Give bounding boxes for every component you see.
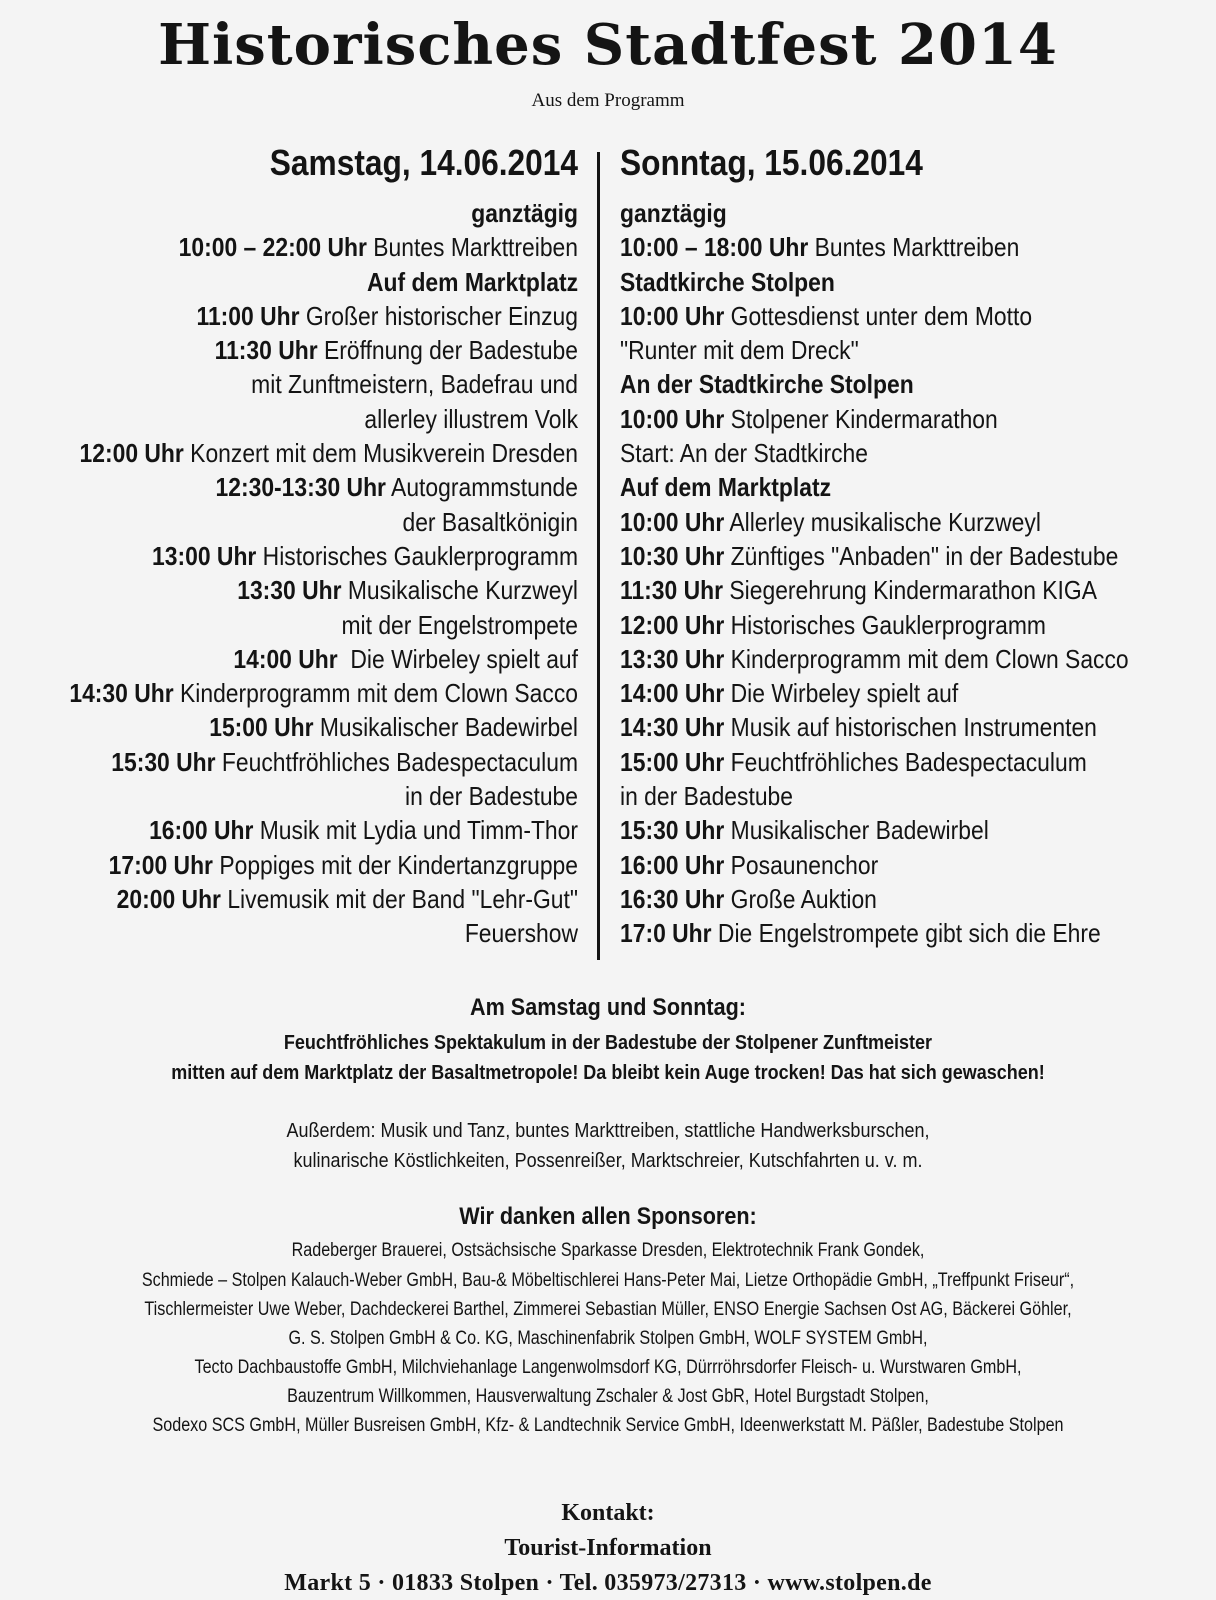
program-time: 10:00 – 22:00 Uhr <box>178 232 367 263</box>
sponsor-line: Tischlermeister Uwe Weber, Dachdeckerei Barthel, Zimmerei Sebastian Müller, ENSO Energie Sachsen Ost AG, Bäckerei Göhler, <box>144 1299 1072 1320</box>
program-row <box>69 333 578 367</box>
saturday-column <box>0 138 578 951</box>
program-text: Start: An der Stadtkirche <box>620 438 868 469</box>
program-time: 10:00 Uhr <box>620 403 725 434</box>
program-time: 12:30-13:30 Uhr <box>215 472 386 503</box>
program-row <box>620 710 1129 744</box>
program-text: der Basaltkönigin <box>402 506 578 537</box>
program-text: Posaunenchor <box>730 849 879 880</box>
page-title: Historisches Stadtfest 2014 <box>158 12 1058 78</box>
program-time: 15:00 Uhr <box>209 712 314 743</box>
program-row <box>620 745 1129 779</box>
program-text: Autogrammstunde <box>391 472 578 503</box>
program-time: 14:30 Uhr <box>620 712 725 743</box>
program-time: Auf dem Marktplatz <box>620 472 832 503</box>
program-row <box>69 813 578 847</box>
program-text: Buntes Markttreiben <box>814 232 1020 263</box>
both-days-heading: Am Samstag und Sonntag: <box>469 994 747 1021</box>
program-time: 14:00 Uhr <box>233 643 338 674</box>
program-row <box>69 470 578 504</box>
program-text: mit der Engelstrompete <box>341 609 578 640</box>
sunday-column <box>620 138 1198 951</box>
program-text: Kinderprogramm mit dem Clown Sacco <box>730 643 1129 674</box>
program-time: 10:00 Uhr <box>620 300 725 331</box>
program-time: 15:30 Uhr <box>620 815 725 846</box>
program-row <box>620 402 1129 436</box>
program-time: 10:00 – 18:00 Uhr <box>620 232 809 263</box>
program-row <box>620 196 1129 230</box>
program-row <box>69 676 578 710</box>
program-text: Zünftiges "Anbaden" in der Badestube <box>730 540 1119 571</box>
program-row <box>620 916 1129 950</box>
program-row <box>620 608 1129 642</box>
program-text: allerley illustrem Volk <box>364 403 578 434</box>
program-row <box>620 676 1129 710</box>
program-time: 10:30 Uhr <box>620 540 725 571</box>
program-row <box>69 230 578 264</box>
program-text: Musik auf historischen Instrumenten <box>730 712 1097 743</box>
program-row <box>620 539 1129 573</box>
program-row <box>620 505 1129 539</box>
sunday-program <box>620 196 1198 951</box>
program-time: ganztägig <box>471 198 578 228</box>
program-time: Auf dem Marktplatz <box>366 266 578 297</box>
program-row <box>69 710 578 744</box>
program-row <box>69 882 578 916</box>
program-row <box>69 848 578 882</box>
both-days-line: Feuchtfröhliches Spektakulum in der Badestube der Stolpener Zunftmeister <box>283 1032 933 1054</box>
program-text: Konzert mit dem Musikverein Dresden <box>190 438 578 469</box>
program-text: Musikalischer Badewirbel <box>319 712 578 743</box>
program-row <box>69 539 578 573</box>
program-time: 17:00 Uhr <box>108 849 213 880</box>
program-row <box>620 230 1129 264</box>
program-row <box>69 299 578 333</box>
program-row <box>620 436 1129 470</box>
program-row <box>620 882 1129 916</box>
program-text: Eröffnung der Badestube <box>323 335 578 366</box>
program-row <box>69 745 578 779</box>
program-row <box>69 402 578 436</box>
program-text: Musik mit Lydia und Timm-Thor <box>259 815 578 846</box>
saturday-heading: Samstag, 14.06.2014 <box>269 142 578 183</box>
program-time: 16:00 Uhr <box>149 815 254 846</box>
program-time: 14:00 Uhr <box>620 678 725 709</box>
program-time: Stadtkirche Stolpen <box>620 266 835 297</box>
program-time: 11:00 Uhr <box>196 300 300 331</box>
program-row <box>620 470 1129 504</box>
both-days-line: mitten auf dem Marktplatz der Basaltmetropole! Da bleibt kein Auge trocken! Das hat sich gewaschen! <box>171 1062 1045 1084</box>
program-text: Historisches Gauklerprogramm <box>730 609 1046 640</box>
program-text: Große Auktion <box>730 883 877 914</box>
program-row <box>620 367 1129 401</box>
program-row <box>69 779 578 813</box>
program-text: "Runter mit dem Dreck" <box>620 335 859 366</box>
program-row <box>69 573 578 607</box>
extras-line: Außerdem: Musik und Tanz, buntes Markttreiben, stattliche Handwerksburschen, <box>286 1120 930 1142</box>
program-time: 15:00 Uhr <box>620 746 725 777</box>
program-time: 11:30 Uhr <box>620 575 724 606</box>
program-text: Die Wirbeley spielt auf <box>730 678 959 709</box>
program-text: Siegerehrung Kindermarathon KIGA <box>729 575 1097 606</box>
contact-organization: Tourist-Information <box>504 1535 712 1561</box>
program-row <box>620 779 1129 813</box>
program-text: Die Engelstrompete gibt sich die Ehre <box>717 918 1101 949</box>
program-row <box>620 299 1129 333</box>
program-row <box>620 813 1129 847</box>
program-text: Allerley musikalische Kurzweyl <box>729 506 1041 537</box>
program-row <box>69 265 578 299</box>
program-text: Buntes Markttreiben <box>373 232 578 263</box>
program-time: 12:00 Uhr <box>79 438 184 469</box>
program-row <box>69 505 578 539</box>
program-text: Feuershow <box>464 918 578 949</box>
program-text: Kinderprogramm mit dem Clown Sacco <box>179 678 578 709</box>
program-text: in der Badestube <box>404 781 578 812</box>
program-time: 16:30 Uhr <box>620 883 725 914</box>
program-text: Feuchtfröhliches Badespectaculum <box>730 746 1087 777</box>
sunday-heading: Sonntag, 15.06.2014 <box>620 142 923 183</box>
program-time: 13:30 Uhr <box>237 575 342 606</box>
program-time: 17:0 Uhr <box>620 918 712 949</box>
program-row <box>69 367 578 401</box>
program-time: 14:30 Uhr <box>69 678 174 709</box>
program-text: Poppiges mit der Kindertanzgruppe <box>219 849 578 880</box>
program-time: 16:00 Uhr <box>620 849 725 880</box>
program-row <box>620 333 1129 367</box>
extras-line: kulinarische Köstlichkeiten, Possenreißer, Marktschreier, Kutschfahrten u. v. m. <box>293 1150 923 1172</box>
program-row <box>69 196 578 230</box>
program-text: Stolpener Kindermarathon <box>730 403 998 434</box>
program-row <box>69 436 578 470</box>
program-text: Musikalischer Badewirbel <box>730 815 989 846</box>
sponsors-heading: Wir danken allen Sponsoren: <box>459 1203 757 1230</box>
program-row <box>69 608 578 642</box>
program-row <box>69 642 578 676</box>
program-row <box>620 265 1129 299</box>
program-time: 20:00 Uhr <box>116 883 221 914</box>
program-text: Gottesdienst unter dem Motto <box>730 300 1033 331</box>
page-subtitle: Aus dem Programm <box>531 90 685 111</box>
program-text: in der Badestube <box>620 781 794 812</box>
program-row <box>620 642 1129 676</box>
program-time: 10:00 Uhr <box>620 506 725 537</box>
program-text: Feuchtfröhliches Badespectaculum <box>221 746 579 777</box>
program-time: 13:30 Uhr <box>620 643 725 674</box>
program-row <box>620 573 1129 607</box>
sponsor-line: G. S. Stolpen GmbH & Co. KG, Maschinenfabrik Stolpen GmbH, WOLF SYSTEM GmbH, <box>288 1328 928 1349</box>
program-time: 12:00 Uhr <box>620 609 725 640</box>
program-time: 11:30 Uhr <box>214 335 318 366</box>
contact-address: Markt 5 · 01833 Stolpen · Tel. 035973/27313 · www.stolpen.de <box>284 1570 932 1596</box>
program-text: Historisches Gauklerprogramm <box>262 540 578 571</box>
program-time: 15:30 Uhr <box>111 746 216 777</box>
program-time: 13:00 Uhr <box>152 540 257 571</box>
contact-heading: Kontakt: <box>561 1500 655 1526</box>
program-text: Livemusik mit der Band "Lehr-Gut" <box>227 883 578 914</box>
column-divider <box>597 152 600 960</box>
sponsor-line: Sodexo SCS GmbH, Müller Busreisen GmbH, Kfz- & Landtechnik Service GmbH, Ideenwerkstatt M. Päßler, Badestube Stolpen <box>152 1415 1064 1436</box>
sponsor-line: Tecto Dachbaustoffe GmbH, Milchviehanlage Langenwolmsdorf KG, Dürrröhrsdorfer Fleisch- u. Wurstwaren GmbH, <box>194 1357 1022 1378</box>
sponsor-line: Bauzentrum Willkommen, Hausverwaltung Zschaler & Jost GbR, Hotel Burgstadt Stolpen, <box>287 1386 929 1407</box>
sponsor-line: Radeberger Brauerei, Ostsächsische Sparkasse Dresden, Elektrotechnik Frank Gondek, <box>291 1240 925 1261</box>
program-text: Musikalische Kurzweyl <box>347 575 578 606</box>
program-text: Die Wirbeley spielt auf <box>344 643 578 674</box>
program-row <box>69 916 578 950</box>
program-time: ganztägig <box>620 198 727 228</box>
program-text: Großer historischer Einzug <box>305 300 578 331</box>
sponsor-line: Schmiede – Stolpen Kalauch-Weber GmbH, Bau-& Möbeltischlerei Hans-Peter Mai, Lietze Orthopädie GmbH, „Treffpunkt Friseur“, <box>141 1270 1075 1291</box>
program-text: mit Zunftmeistern, Badefrau und <box>251 369 578 400</box>
program-row <box>620 848 1129 882</box>
program-time: An der Stadtkirche Stolpen <box>620 369 914 400</box>
saturday-program <box>0 196 578 951</box>
